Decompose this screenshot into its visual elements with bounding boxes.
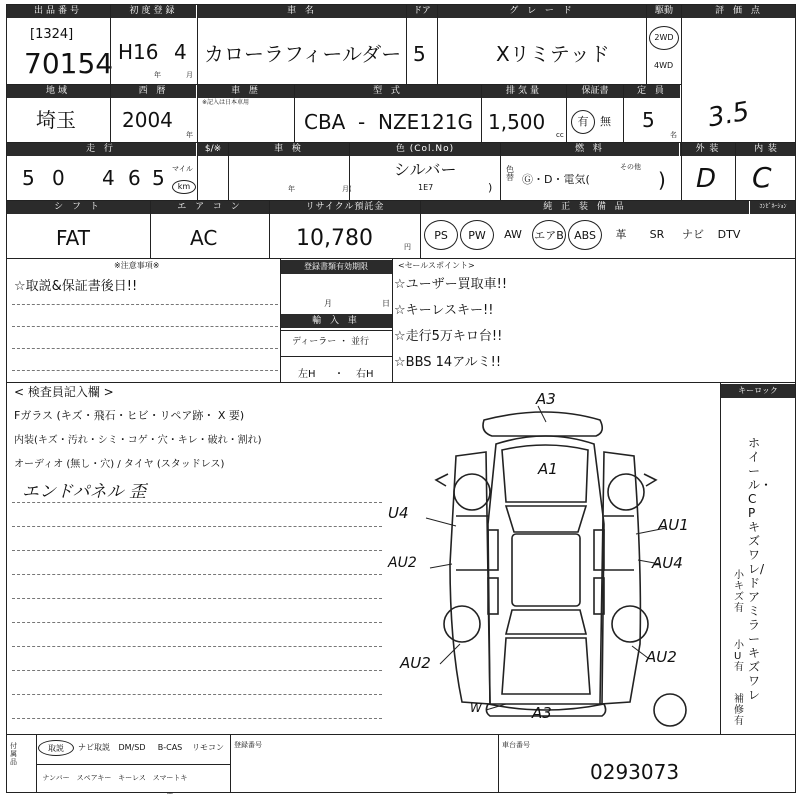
mark-right-rear: AU2 [646,648,677,666]
sales-point: ☆走行5万キロ台!! [394,329,503,344]
grid-line [6,4,7,792]
shift-value: FAT [56,226,91,250]
header-listing: 出品番号 [6,4,110,18]
import-header: 輸 入 車 [280,314,392,328]
footer-item: スマートキー [152,774,188,798]
vertical-sub-1: 小キズ有 [734,570,744,614]
sales-point: ☆ユーザー買取車!! [394,277,508,292]
mark-rear: A3 [532,704,552,722]
dash-line [12,622,382,623]
handle-dot: ・ [334,369,344,380]
mileage-digit: 0 [52,166,65,190]
equipment-pw-circled: PW [460,220,494,250]
header-color: 色 (Col.No) [350,142,500,156]
grid-line [230,734,231,792]
mileage-digit: 5 [152,166,165,190]
grid-line [6,734,796,735]
recycle-unit: 円 [404,243,411,251]
unit-mile: マイル [172,165,193,173]
footer-item: DM/SD [118,743,146,752]
handle-left: 左H [298,369,316,380]
inspection-month-unit: 月( [342,185,352,193]
dash-line [12,670,382,671]
inspector-line-glass: Fガラス (キズ・飛石・ヒビ・リペア跡・ X 要) [14,409,245,422]
header-mileage: 走 行 [6,142,196,156]
dash-line [12,574,382,575]
footer-item: ナンバー [42,774,70,782]
warranty-yes-circled: 有 [571,110,595,134]
grid-line [6,200,796,201]
grid-line [681,4,682,200]
warranty-no: 無 [600,115,611,128]
grid-line [6,382,796,383]
header-model: 型 式 [295,84,481,98]
inspector-line-audio: オーディオ (無し・穴) / タイヤ (スタッドレス) [14,459,225,470]
grid-line [623,84,624,142]
capacity-unit: 名 [670,131,677,139]
equipment-sr: SR [649,228,665,241]
score-handwritten: 3.5 [705,96,752,134]
footer-item: キーレス [118,774,146,782]
grid-line [110,4,111,142]
grid-line [566,84,567,142]
header-aircon: エ ア コ ン [151,200,269,214]
footer-item: B-CAS [157,743,183,752]
grid-line [269,200,270,258]
dash-line [12,502,382,503]
grid-line [36,764,230,765]
vehicle-check-note: ※記入は日本車用 [202,99,250,106]
grid-line [6,84,682,85]
inspector-handwritten: エンドパネル 歪 [22,482,147,502]
equipment-: 革 [615,228,627,241]
grid-line [420,200,421,258]
mark-left-rear: AU2 [400,654,431,672]
reg-deadline-header: 登録書類有効期限 [280,260,392,274]
drive-4wd: 4WD [654,61,674,70]
equipment-b-circled: エアB [532,220,566,250]
reg-deadline-month: 月 [324,299,332,308]
displacement-unit: cc [556,131,564,139]
caution-header: ※注意事項※ [114,261,160,270]
lot-number: 70154 [24,47,114,80]
mark-right-door: AU4 [652,554,683,572]
inspector-header: < 検査員記入欄 > [14,385,114,399]
equipment-abs-circled: ABS [568,220,602,250]
dash-line [12,304,278,305]
grid-line [36,734,37,792]
grid-line [795,4,796,792]
color-change-label: 色替 [506,165,514,182]
header-inspection: 車 検 [229,142,349,156]
grid-line [349,142,350,200]
color-name: シルバー [394,160,457,179]
footer-item: リモコン [192,743,224,752]
reg-deadline-day: 日 [382,299,390,308]
header-car-name: 車 名 [198,4,406,18]
first-reg-era-year: H16 [118,40,159,64]
mileage-digit: 4 [102,166,115,190]
mileage-digit: 6 [128,166,141,190]
sales-header: <セールスポイント> [398,261,475,270]
header-fuel: 燃 料 [501,142,679,156]
inspector-line-interior: 内装(キズ・汚れ・シミ・コゲ・穴・キレ・破れ・割れ) [14,435,262,446]
grid-line [406,4,407,84]
drive-2wd-circled: 2WD [649,26,679,50]
grid-line [280,356,392,357]
dash-line [12,646,382,647]
mark-rear-bumper: W [470,701,482,715]
chassis-header: 車台番号 [502,741,530,749]
header-score: 評 価 点 [682,4,796,18]
color-number: 1E7 [418,183,434,192]
equipment-ps-circled: PS [424,220,458,250]
doors-value: 5 [413,42,426,66]
reg-number-header: 登録番号 [234,741,262,749]
mark-hood: A1 [538,460,558,478]
equipment-aw: AW [504,228,522,241]
model-prefix: CBA [304,110,346,134]
grid-line [481,84,482,142]
grid-line [6,142,796,143]
caution-text: ☆取説&保証書後日!! [14,279,138,294]
grid-line [6,4,796,5]
recycle-value: 10,780 [296,226,373,251]
aircon-value: AC [190,226,218,250]
fuel-close: ) [658,168,666,192]
dash-line [12,526,382,527]
header-sdollar: $/※ [198,142,228,156]
auction-sheet [6,4,796,798]
header-capacity: 定 員 [624,84,680,98]
equipment-: ナビ [682,228,704,241]
footer-item: ナビ取説 [78,743,110,752]
grid-line [6,258,796,259]
header-grade: グ レ ー ド [438,4,646,18]
dash-line [12,326,278,327]
accessories-label: 付属品 [10,742,17,766]
mark-left-front-fender: U4 [388,504,409,522]
header-exterior: 外 装 [680,142,735,156]
header-interior: 内 装 [736,142,796,156]
grid-line [6,792,796,793]
western-unit: 年 [186,131,193,139]
grade-value: Xリミテッド [496,42,610,66]
dash-line [12,550,382,551]
header-drive: 駆動 [647,4,681,18]
grid-line [294,84,295,142]
model-dash: - [358,110,366,134]
header-displacement: 排気量 [482,84,566,98]
dash-line [12,370,278,371]
header-recycle: リサイクル預託金 [270,200,420,214]
interior-grade: C [752,161,772,194]
sales-point: ☆BBS 14アルミ!! [394,355,502,370]
dash-line [12,348,278,349]
grid-line [228,142,229,200]
exterior-grade: D [696,164,717,194]
fuel-options: Ⓖ・D・電気( [522,173,590,186]
inspector-vertical-note: ホイール・CPキズワレ/ドアミラーキズワレ [748,436,773,702]
unit-km-circled: km [172,180,196,194]
footer-item: スペアキー [76,774,112,782]
sales-point: ☆キーレスキー!! [394,303,494,318]
equipment-dtv: DTV [717,228,741,241]
header-shift: シ フ ト [6,200,150,214]
header-warranty: 保証書 [567,84,623,98]
grid-line [437,4,438,84]
mark-left-door: AU2 [388,555,417,571]
dash-line [12,694,382,695]
mark-right-front-fender: AU1 [658,516,689,534]
mark-front: A3 [536,390,556,408]
header-doors: ドア [407,4,437,18]
chassis-number: 0293073 [590,760,680,784]
grid-line [280,258,281,382]
header-kit: ｺﾝﾋﾞﾈｰｼｮﾝ [750,200,796,214]
header-western: 西 暦 [111,84,196,98]
capacity-value: 5 [642,108,655,132]
car-name: カローラフィールダー [204,42,402,66]
grid-line [646,4,647,84]
grid-line [498,734,499,792]
vertical-sub-3: 補修有 [734,694,744,727]
header-equipment: 純 正 装 備 品 [421,200,749,214]
year-unit: 年 [154,71,161,79]
grid-line [500,142,501,200]
grid-line [392,258,393,382]
dash-line [12,598,382,599]
first-reg-month: 4 [174,40,187,64]
mileage-digit: 5 [22,166,35,190]
grid-line [280,330,392,331]
grid-line [150,200,151,258]
model-code: NZE121G [378,110,473,134]
grid-line [197,4,198,200]
vertical-sub-2: 小U有 [734,640,744,673]
header-first-reg: 初度登録 [111,4,196,18]
grid-line [735,142,736,200]
dash-line [12,718,382,719]
fuel-other-label: その他 [620,163,641,171]
western-year: 2004 [122,108,173,132]
footer-item-circled: 取説 [38,740,74,756]
month-unit: 月 [186,71,193,79]
header-region: 地域 [6,84,110,98]
lot-prefix: [1324] [30,27,74,42]
handle-right: 右H [356,369,374,380]
grid-line [720,382,721,734]
inspection-year-unit: 年 [288,185,295,193]
header-vehicle-check: 車 歴 [198,84,294,98]
displacement-value: 1,500 [488,110,546,134]
color-close: ) [488,181,493,194]
region-value: 埼玉 [36,108,76,132]
keylock-header: キーロック [720,384,796,398]
import-type: ディーラー ・ 並行 [292,337,370,347]
